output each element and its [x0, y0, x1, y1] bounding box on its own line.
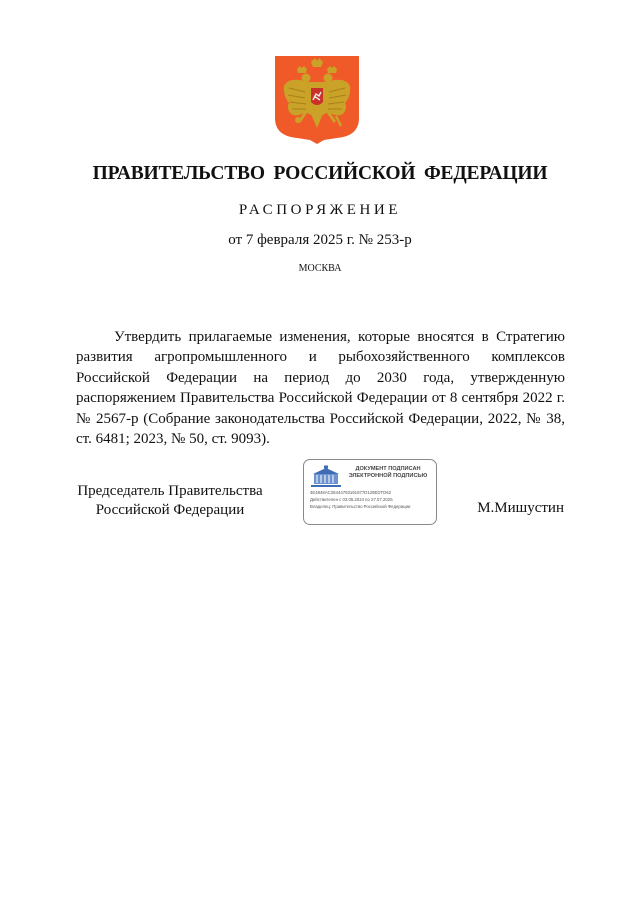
stamp-title-line2: ЭЛЕКТРОННОЙ ПОДПИСЬЮ: [348, 473, 428, 480]
stamp-validity: Действителен с 03.05.2024 по 27.07.2025: [310, 497, 393, 502]
signer-position: [70, 482, 270, 520]
document-issuer-title: ПРАВИТЕЛЬСТВО РОССИЙСКОЙ ФЕДЕРАЦИИ: [92, 163, 548, 184]
stamp-certificate: 4E4848AC28444793191877D128EDTD62: [310, 490, 391, 495]
stamp-title: [342, 466, 434, 481]
signer-position-line2: Российской Федерации: [95, 502, 245, 518]
coat-of-arms-icon: [275, 56, 359, 144]
document-date-number: от 7 февраля 2025 г. № 253-р: [228, 232, 412, 248]
signer-position-line1: Председатель Правительства: [77, 483, 263, 499]
coat-of-arms-emblem: [275, 56, 359, 144]
document-city: МОСКВА: [298, 263, 342, 274]
government-building-icon: [309, 465, 343, 489]
stamp-owner: Владелец: Правительство Российской Федерации: [310, 504, 411, 509]
order-paragraph: Утвердить прилагаемые изменения, которые вносятся в Стратегию развития агропромышленного и рыбохозяйственного комплексов Российской Федерации на период до 2030 года, утвержденную распоряжением Правительства Российской Федерации от 8 сентября 2022 г. № 2567-р (Собрание законодательства Российской Федерации, 2022, № 38, ст. 6481; 2023, № 50, ст. 9093).: [76, 329, 565, 448]
stamp-title-line1: ДОКУМЕНТ ПОДПИСАН: [355, 466, 421, 472]
document-type: РАСПОРЯЖЕНИЕ: [238, 202, 402, 218]
electronic-signature-stamp: [303, 459, 437, 525]
signer-name: М.Мишустин: [477, 500, 564, 516]
